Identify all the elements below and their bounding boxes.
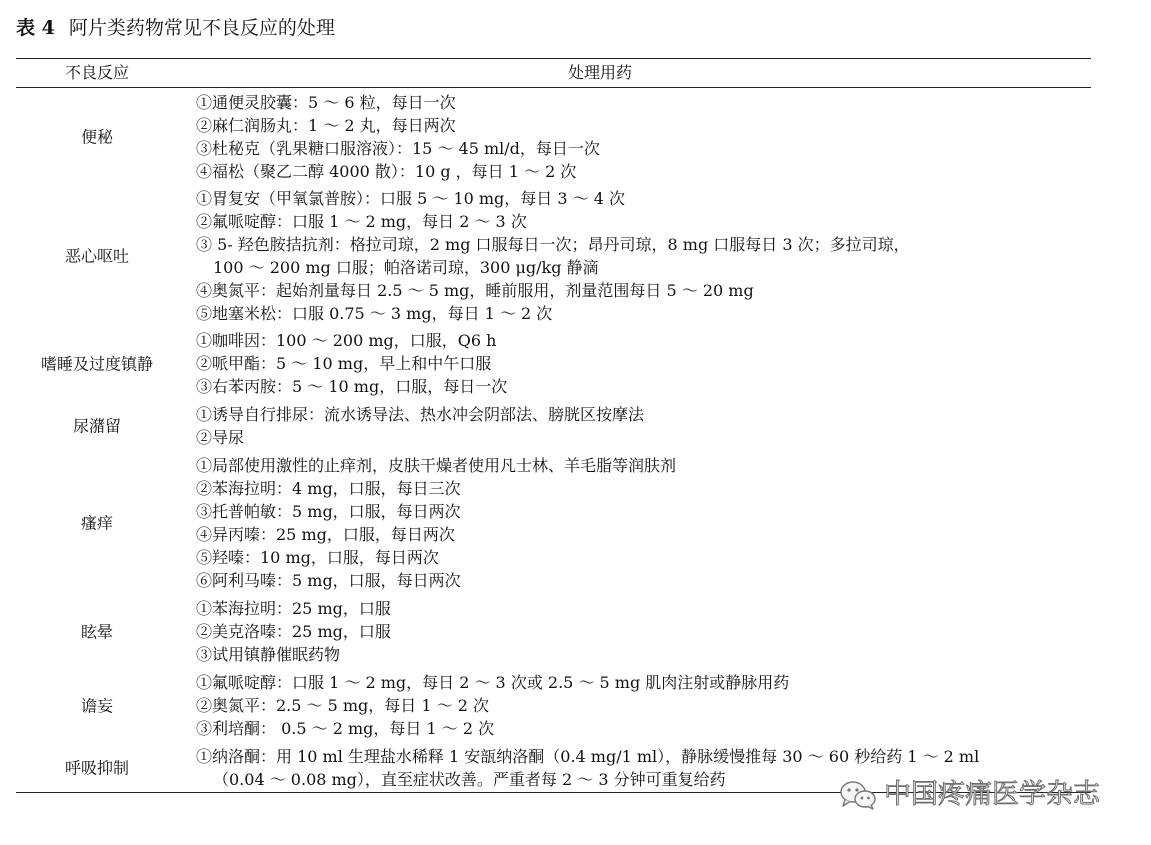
treatment-line: ①局部使用激性的止痒剂，皮肤干燥者使用凡士林、羊毛脂等润肤剂 (196, 456, 677, 475)
watermark (838, 778, 1100, 812)
table-number: 表 4 (16, 17, 55, 39)
treatment-line: ①通便灵胶囊：5 ～ 6 粒，每日一次 (196, 93, 456, 112)
treatment-cell (196, 187, 910, 325)
treatment-line: ①氟哌啶醇：口服 1 ～ 2 mg，每日 2 ～ 3 次或 2.5 ～ 5 mg 肌肉注射或静脉用药 (196, 673, 790, 692)
treatment-cell (196, 403, 644, 449)
reaction-cell: 便秘 (80, 127, 113, 147)
table-row (16, 671, 1091, 740)
table-row (16, 597, 1091, 666)
treatment-line: ②氟哌啶醇：口服 1 ～ 2 mg，每日 2 ～ 3 次 (196, 212, 527, 231)
treatment-line: （0.04 ～ 0.08 mg），直至症状改善。严重者每 2 ～ 3 分钟可重复给药 (213, 770, 726, 789)
treatment-line: ①咖啡因：100 ～ 200 mg，口服，Q6 h (196, 331, 497, 350)
reaction-cell: 嗜睡及过度镇静 (40, 354, 153, 373)
treatment-line: ②麻仁润肠丸：1 ～ 2 丸，每日两次 (196, 116, 456, 135)
wechat-icon (838, 779, 878, 811)
treatment-line: ④奥氮平：起始剂量每日 2.5 ～ 5 mg，睡前服用，剂量范围每日 5 ～ 20 mg (196, 281, 754, 300)
treatment-line: ②苯海拉明：4 mg，口服，每日三次 (196, 479, 461, 498)
table-header-rule (16, 87, 1091, 88)
treatment-line: ④福松（聚乙二醇 4000 散）：10 g ，每日 1 ～ 2 次 (196, 162, 577, 181)
reaction-cell: 尿潴留 (72, 416, 121, 436)
treatment-line: ③杜秘克（乳果糖口服溶液）：15 ～ 45 ml/d，每日一次 (196, 139, 600, 158)
table-row (16, 187, 1091, 325)
treatment-cell (196, 597, 391, 666)
treatment-line: ③托普帕敏：5 mg，口服，每日两次 (196, 502, 461, 521)
reaction-cell: 呼吸抑制 (64, 758, 129, 778)
treatment-line: ①胃复安（甲氧氯普胺）：口服 5 ～ 10 mg，每日 3 ～ 4 次 (196, 189, 626, 208)
treatment-line: ①纳洛酮：用 10 ml 生理盐水稀释 1 安瓿纳洛酮（0.4 mg/1 ml），静脉缓慢推每 30 ～ 60 秒给药 1 ～ 2 ml (196, 747, 980, 766)
table-title (16, 14, 335, 42)
treatment-cell (196, 91, 600, 183)
treatment-line: ⑤地塞米松：口服 0.75 ～ 3 mg，每日 1 ～ 2 次 (196, 304, 553, 323)
treatment-cell (196, 454, 676, 592)
reaction-cell: 谵妄 (80, 696, 113, 715)
treatment-line: ③利培酮： 0.5 ～ 2 mg，每日 1 ～ 2 次 (196, 719, 495, 738)
treatment-line: ①诱导自行排尿：流水诱导法、热水冲会阴部法、膀胱区按摩法 (196, 405, 645, 424)
treatment-line: ①苯海拉明：25 mg，口服 (196, 599, 391, 618)
reaction-cell: 眩晕 (80, 622, 113, 641)
treatment-line: ⑥阿利马嗪：5 mg，口服，每日两次 (196, 571, 461, 590)
treatment-line: ⑤羟嗪：10 mg，口服，每日两次 (196, 548, 439, 567)
treatment-line: ③试用镇静催眠药物 (196, 645, 341, 664)
table-row (16, 329, 1091, 398)
treatment-line: ②美克洛嗪：25 mg，口服 (196, 622, 391, 641)
watermark-text: 中国疼痛医学杂志 (884, 779, 1100, 810)
table-row (16, 91, 1091, 183)
treatment-line: ②导尿 (196, 428, 245, 447)
treatment-line: ③右苯丙胺：5 ～ 10 mg，口服，每日一次 (196, 377, 508, 396)
reaction-cell: 恶心呕吐 (64, 246, 129, 266)
treatment-line: ②奥氮平：2.5 ～ 5 mg，每日 1 ～ 2 次 (196, 696, 490, 715)
header-treatment: 处理用药 (567, 63, 632, 82)
table-row (16, 454, 1091, 592)
table-row (16, 403, 1091, 449)
treatment-cell (196, 329, 507, 398)
treatment-cell (196, 671, 789, 740)
reaction-cell: 瘙痒 (80, 513, 113, 533)
treatment-line: ②哌甲酯：5 ～ 10 mg，早上和中午口服 (196, 354, 492, 373)
table-top-rule (16, 58, 1091, 59)
treatment-line: ④异丙嗪：25 mg，口服，每日两次 (196, 525, 455, 544)
header-reaction: 不良反应 (64, 63, 129, 82)
treatment-line: ③ 5- 羟色胺拮抗剂：格拉司琼，2 mg 口服每日一次；昂丹司琼，8 mg 口服每日 3 次；多拉司琼， (196, 235, 910, 254)
table-title-text: 阿片类药物常见不良反应的处理 (68, 17, 335, 39)
treatment-line: 100 ～ 200 mg 口服；帕洛诺司琼，300 μg/kg 静滴 (213, 258, 599, 277)
